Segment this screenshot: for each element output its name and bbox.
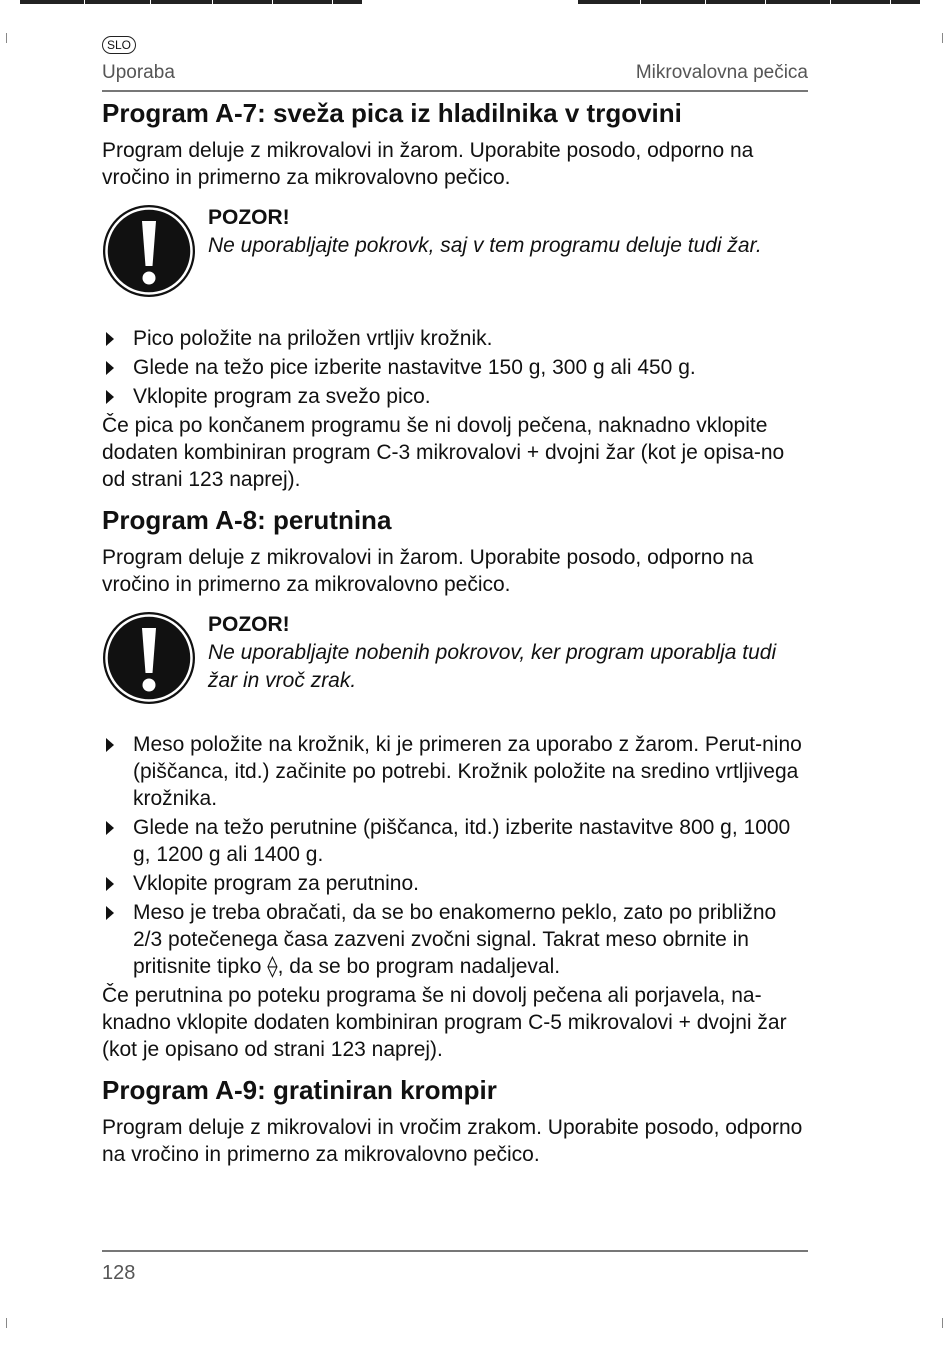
section-title-a9: Program A-9: gratiniran krompir — [102, 1075, 497, 1105]
bullet-arrow-icon — [106, 906, 114, 920]
document-page — [102, 36, 808, 1168]
step-list-a8 — [102, 731, 808, 980]
warning-body: Ne uporabljajte pokrovk, saj v tem programu deluje tudi žar. — [208, 234, 762, 257]
bullet-arrow-icon — [106, 390, 114, 404]
header-section-label: Uporaba — [102, 62, 175, 83]
footer-divider — [102, 1250, 808, 1252]
list-item-text: Glede na težo perutnine (piščanca, itd.) izberite nastavitve 800 g, 1000 g, 1200 g ali 1400 g. — [133, 816, 791, 866]
section-title-a7: Program A-7: sveža pica iz hladilnika v trgovini — [102, 98, 682, 128]
warning-text-a7 — [208, 204, 762, 260]
registration-tick — [272, 0, 273, 4]
registration-tick — [890, 0, 891, 4]
section-note-a7: Če pica po končanem programu še ni dovolj pečena, naknadno vklopite dodaten kombiniran program C-3 mikrovalovi + dvojni žar (kot je opisa-no od strani 123 naprej). — [102, 414, 785, 491]
crop-mark — [942, 1318, 943, 1328]
registration-tick — [830, 0, 831, 4]
page-number: 128 — [102, 1262, 136, 1284]
warning-box-a8 — [102, 611, 808, 705]
list-item — [102, 354, 808, 381]
crop-mark — [6, 33, 7, 43]
list-item — [102, 870, 808, 897]
exclamation-warning-icon — [102, 204, 196, 298]
header-divider — [102, 90, 808, 92]
registration-tick — [84, 0, 85, 4]
step-list-a7 — [102, 325, 808, 410]
page-header — [102, 36, 808, 92]
bullet-arrow-icon — [106, 877, 114, 891]
bullet-arrow-icon — [106, 332, 114, 346]
list-item-text: Pico položite na priložen vrtljiv krožnik. — [133, 327, 493, 350]
list-item — [102, 731, 808, 812]
registration-bar-left — [20, 0, 362, 4]
registration-tick — [765, 0, 766, 4]
list-item-text: Vklopite program za svežo pico. — [133, 385, 431, 408]
warning-body: Ne uporabljajte nobenih pokrovov, ker program uporablja tudi žar in vroč zrak. — [208, 641, 777, 692]
bullet-arrow-icon — [106, 361, 114, 375]
section-intro-a8: Program deluje z mikrovalovi in žarom. Uporabite posodo, odporno na vročino in primerno za mikrovalovno pečico. — [102, 546, 754, 596]
list-item-text: Glede na težo pice izberite nastavitve 150 g, 300 g ali 450 g. — [133, 356, 696, 379]
header-row — [102, 62, 808, 84]
list-item-text: Meso položite na krožnik, ki je primeren za uporabo z žarom. Perut-nino (piščanca, itd.) začinite po potrebi. Krožnik položite na sredino vrtljivega krožnika. — [133, 733, 802, 810]
section-intro-a9: Program deluje z mikrovalovi in vročim zrakom. Uporabite posodo, odporno na vročino in primerno za mikrovalovno pečico. — [102, 1116, 803, 1166]
bullet-arrow-icon — [106, 738, 114, 752]
section-intro-a7: Program deluje z mikrovalovi in žarom. Uporabite posodo, odporno na vročino in primerno za mikrovalovno pečico. — [102, 139, 754, 189]
registration-bar-right — [578, 0, 920, 4]
section-note-a8: Če perutnina po poteku programa še ni dovolj pečena ali porjavela, na-knadno vklopite dodaten kombiniran program C-5 mikrovalovi + dvojni žar (kot je opisano od strani 123 naprej). — [102, 984, 787, 1061]
list-item — [102, 383, 808, 410]
language-badge: SLO — [102, 36, 136, 54]
warning-title: POZOR! — [208, 206, 290, 229]
list-item — [102, 325, 808, 352]
header-product-label: Mikrovalovna pečica — [635, 62, 808, 83]
bullet-arrow-icon — [106, 821, 114, 835]
list-item — [102, 899, 808, 980]
warning-title: POZOR! — [208, 613, 290, 636]
crop-mark — [6, 1318, 7, 1328]
warning-text-a8 — [208, 611, 808, 695]
registration-tick — [332, 0, 333, 4]
list-item-text: Vklopite program za perutnino. — [133, 872, 419, 895]
registration-tick — [640, 0, 641, 4]
exclamation-warning-icon — [102, 611, 196, 705]
warning-box-a7 — [102, 204, 808, 298]
registration-tick — [212, 0, 213, 4]
list-item-text: Meso je treba obračati, da se bo enakomerno peklo, zato po približno 2/3 potečenega časa zazveni zvočni signal. Takrat meso obrnite in pritisnite tipko ⟠, da se bo program nadaljeval. — [133, 901, 777, 978]
section-title-a8: Program A-8: perutnina — [102, 505, 392, 535]
registration-tick — [705, 0, 706, 4]
registration-tick — [150, 0, 151, 4]
crop-mark — [942, 33, 943, 43]
list-item — [102, 814, 808, 868]
